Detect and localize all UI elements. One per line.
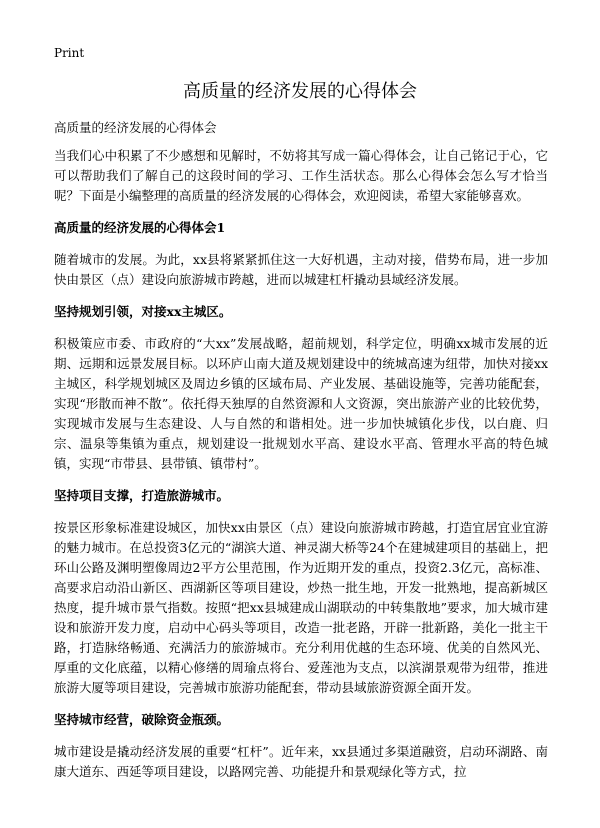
paragraph-projects: 按景区形象标准建设城区，加快xx由景区（点）建设向旅游城市跨越，打造宜居宜业宜游的魅力城市。在总投资3亿元的“湖滨大道、神灵湖大桥等24个在建城建项目的基础上，把环山公路及渊明塑像周边2平方公里范围，作为近期开发的重点，投资2.3亿元，高标准、高要求启动沿山新区、西湖新区等项目建设，炒热一批生地，开发一批熟地，提高新城区热度，提升城市景气指数。按照“把xx县城建成山湖联动的中转集散地”要求，加大城市建设和旅游开发力度，启动中心码头等项目，改造一批老路，开辟一批新路，美化一批主干路，打造脉络畅通、充满活力的旅游城市。充分利用优越的生态环境、优美的自然风光、厚重的文化底蕴，以精心修缮的周瑜点将台、爱莲池为支点，以滨湖景观带为纽带，推进旅游大厦等项目建设，完善城市旅游功能配套，带动县域旅游资源全面开发。 xyxy=(54,520,548,695)
section-paragraph: 随着城市的发展。为此，xx县将紧紧抓住这一大好机遇，主动对接，借势布局，进一步加快由景区（点）建设向旅游城市跨越，进而以城建杠杆撬动县域经济发展。 xyxy=(54,252,548,287)
intro-paragraph: 当我们心中积累了不少感想和见解时，不妨将其写成一篇心得体会，让自己铭记于心，它可以帮助我们了解自己的这段时间的学习、工作生活状态。那么心得体会怎么写才恰当呢？下面是小编整理的高质量的经济发展的心得体会，欢迎阅读，希望大家能够喜欢。 xyxy=(54,148,548,203)
paragraph-management: 城市建设是撬动经济发展的重要“杠杆”。近年来，xx县通过多渠道融资，启动环湖路、南康大道东、西延等项目建设，以路网完善、功能提升和景观绿化等方式，拉 xyxy=(54,744,548,779)
subsection-heading-projects: 坚持项目支撑，打造旅游城市。 xyxy=(54,488,230,503)
subsection-heading-management: 坚持城市经营，破除资金瓶颈。 xyxy=(54,712,230,727)
subsection-heading-planning: 坚持规划引领，对接xx主城区。 xyxy=(54,304,232,319)
article-subtitle: 高质量的经济发展的心得体会 xyxy=(54,120,217,135)
section-heading: 高质量的经济发展的心得体会1 xyxy=(54,220,226,235)
print-link[interactable]: Print xyxy=(54,46,85,60)
article-body xyxy=(54,118,548,782)
page-title: 高质量的经济发展的心得体会 xyxy=(183,81,417,102)
paragraph-planning: 积极策应市委、市政府的“大xx”发展战略，超前规划，科学定位，明确xx城市发展的近期、远期和远景发展目标。以环庐山南大道及规划建设中的统城高速为纽带，加快对接xx主城区，科学规划城区及周边乡镇的区域布局、产业发展、基础设施等，完善功能配套，实现“形散而神不散”。依托得天独厚的自然资源和人文资源，突出旅游产业的比较优势，实现城市发展与生态建设、人与自然的和谐相处。进一步加快城镇化步伐，以白鹿、归宗、温泉等集镇为重点，规划建设一批规划水平高、建设水平高、管理水平高的特色城镇，实现“市带县、县带镇、镇带村”。 xyxy=(54,336,548,471)
